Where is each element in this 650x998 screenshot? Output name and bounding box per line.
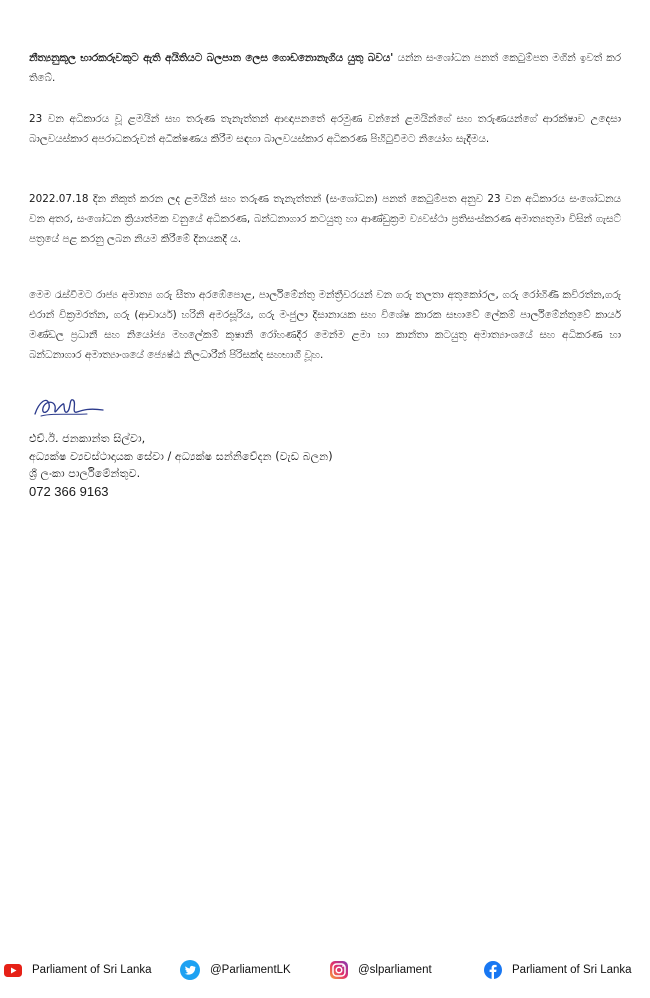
- paragraph-3: 2022.07.18 දින නිකුත් කරන ලද ළමයින් සහ තරුණ තැනැත්තන් (සංශෝධන) පනත් කෙටුම්පත අනුව 23 වන අධිකාරය සංශෝධනය වන අතර, සංශෝධන ක්‍රියාත්මක වනුයේ අධිකරණ, බන්ධනාගාර කටයුතු හා ආණ්ඩුක්‍රම ව්‍යවස්ථා ප්‍රතිසංස්කරණ අමාත්‍යතුමා විසින් ගැසට් පත්‍රයේ පළ කරනු ලබන නියම කිරීමේ දිනයකදී ය.: [29, 193, 621, 245]
- footer-twitter-link[interactable]: [180, 960, 291, 980]
- signoff-block: [29, 430, 589, 500]
- footer-instagram-label: @slparliament: [358, 964, 432, 976]
- signoff-organization: ශ්‍රී ලංකා පාර්ලිමේන්තුව.: [29, 467, 141, 480]
- footer-youtube-label: Parliament of Sri Lanka: [32, 964, 152, 976]
- twitter-icon: [180, 960, 200, 980]
- signature-scribble: [29, 388, 109, 424]
- youtube-icon: [4, 964, 22, 977]
- footer-instagram-link[interactable]: [330, 960, 432, 980]
- signature: [29, 388, 109, 424]
- paragraph-1: [29, 48, 621, 88]
- paragraph-2: 23 වන අධිකාරය වූ ළමයින් සහ තරුණ තැනැත්තන් ආඥාපනතේ අරමුණ වන්නේ ළමයින්ගේ සහ තරුණයන්ගේ ආරක්ෂාව උදෙසා බාලවයස්කාර අපරාධකරුවන් අධීක්ෂණය කිරීම සඳහා බාලවයස්කාර අධිකරණ පිහිටුවීමට නියෝග සැදීමය.: [29, 113, 621, 145]
- signoff-name: එච්.ඊ. ජනකාන්ත සිල්වා,: [29, 432, 146, 445]
- paragraph-1-rest: යන්න සංශෝධන පනත් කෙටුම්පත මගින් ඉවත් කර තිබේ.: [29, 52, 621, 84]
- facebook-icon: [484, 961, 502, 979]
- footer-facebook-link[interactable]: [484, 960, 632, 980]
- paragraph-1-bold: නීත්‍යනුකූල භාරකරුවකුට ඇති අයිතියට බලපාන ලෙස ගොඩනොනැගිය යුතු බවය': [29, 52, 394, 64]
- footer-facebook-label: Parliament of Sri Lanka: [512, 964, 632, 976]
- signoff-title: අධ්‍යක්ෂ ව්‍යවස්ථාදායක සේවා / අධ්‍යක්ෂ සන්නිවේදන (වැඩ බලන): [29, 449, 333, 463]
- instagram-icon: [330, 961, 348, 979]
- signoff-phone: 072 366 9163: [29, 483, 109, 499]
- paragraph-4: මෙම රැස්වීමට රාජ්‍ය අමාත්‍ය ගරු සීතා අරඹේපොළ, පාර්ලිමේන්තු මන්ත්‍රීවරයන් වන ගරු තලතා අතුකෝරල, ගරු රෝහිණී කවිරත්න,ගරු එරාන් වික්‍රමරත්න, ගරු (ආචාර්ය) හරිනි අමරසූරිය, ගරු මංජුලා දිසානායක සහ විශේෂ කාරක සභාවේ ලේකම් පාර්ලිමේන්තුවේ කාර්ය මණ්ඩල ප්‍රධානී සහ නියෝජ්‍ය මහලේකම් කුෂානි රෝහණදීර මෙන්ම ළමා හා කාන්තා කටයුතු අමාත්‍යාංශයේ සහ අධිකරණ හා බන්ධනාගාර අමාත්‍යාංශයේ ජ්‍යෙෂ්ඨ නිලධාරීන් පිරිසක්ද සහභාගී වූහ.: [29, 289, 621, 361]
- footer-youtube-link[interactable]: [4, 960, 152, 980]
- social-footer: [0, 958, 650, 982]
- footer-twitter-label: @ParliamentLK: [210, 964, 291, 976]
